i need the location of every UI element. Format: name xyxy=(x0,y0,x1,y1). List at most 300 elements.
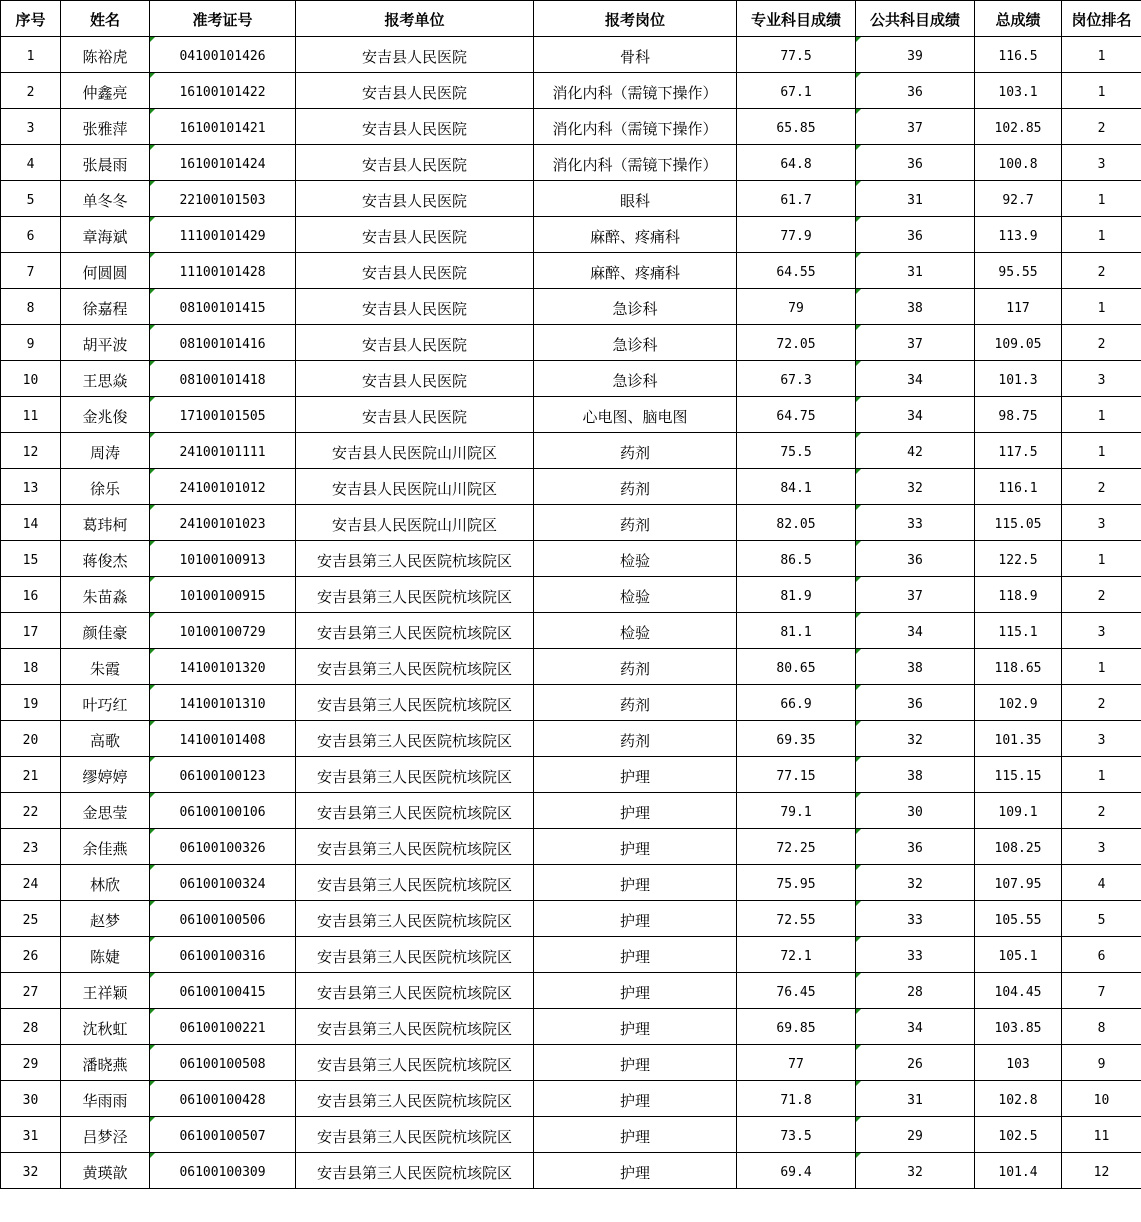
cell-exam-id: 04100101426 xyxy=(150,37,296,73)
cell-position: 消化内科（需镜下操作） xyxy=(534,145,737,181)
cell-exam-id: 16100101424 xyxy=(150,145,296,181)
cell-unit: 安吉县人民医院 xyxy=(296,181,534,217)
cell-exam-id: 06100100106 xyxy=(150,793,296,829)
cell-name: 周涛 xyxy=(61,433,150,469)
cell-seq: 13 xyxy=(1,469,61,505)
cell-professional-score: 64.8 xyxy=(737,145,856,181)
cell-position: 护理 xyxy=(534,757,737,793)
cell-rank: 10 xyxy=(1062,1081,1141,1117)
cell-name: 张雅萍 xyxy=(61,109,150,145)
cell-name: 林欣 xyxy=(61,865,150,901)
cell-public-score: 31 xyxy=(856,1081,975,1117)
cell-unit: 安吉县第三人民医院杭垓院区 xyxy=(296,1081,534,1117)
cell-public-score: 28 xyxy=(856,973,975,1009)
cell-total-score: 103.1 xyxy=(975,73,1062,109)
cell-name: 徐乐 xyxy=(61,469,150,505)
cell-exam-id: 06100100507 xyxy=(150,1117,296,1153)
table-row xyxy=(1,109,1141,145)
cell-professional-score: 79.1 xyxy=(737,793,856,829)
table-row xyxy=(1,577,1141,613)
cell-total-score: 101.3 xyxy=(975,361,1062,397)
cell-position: 麻醉、疼痛科 xyxy=(534,253,737,289)
cell-professional-score: 61.7 xyxy=(737,181,856,217)
cell-name: 章海斌 xyxy=(61,217,150,253)
table-row xyxy=(1,37,1141,73)
cell-unit: 安吉县第三人民医院杭垓院区 xyxy=(296,757,534,793)
cell-exam-id: 24100101111 xyxy=(150,433,296,469)
cell-professional-score: 69.4 xyxy=(737,1153,856,1189)
col-header-name: 姓名 xyxy=(61,1,150,37)
cell-rank: 1 xyxy=(1062,757,1141,793)
cell-unit: 安吉县人民医院山川院区 xyxy=(296,469,534,505)
cell-professional-score: 67.1 xyxy=(737,73,856,109)
cell-seq: 21 xyxy=(1,757,61,793)
cell-exam-id: 10100100913 xyxy=(150,541,296,577)
table-row xyxy=(1,433,1141,469)
cell-unit: 安吉县第三人民医院杭垓院区 xyxy=(296,973,534,1009)
table-row xyxy=(1,829,1141,865)
table-row xyxy=(1,1009,1141,1045)
cell-rank: 3 xyxy=(1062,721,1141,757)
cell-total-score: 108.25 xyxy=(975,829,1062,865)
cell-name: 潘晓燕 xyxy=(61,1045,150,1081)
table-row xyxy=(1,757,1141,793)
cell-total-score: 95.55 xyxy=(975,253,1062,289)
cell-professional-score: 66.9 xyxy=(737,685,856,721)
cell-unit: 安吉县人民医院 xyxy=(296,289,534,325)
cell-rank: 2 xyxy=(1062,685,1141,721)
table-row xyxy=(1,1117,1141,1153)
cell-position: 药剂 xyxy=(534,505,737,541)
table-row xyxy=(1,217,1141,253)
cell-seq: 18 xyxy=(1,649,61,685)
cell-name: 金兆俊 xyxy=(61,397,150,433)
cell-unit: 安吉县第三人民医院杭垓院区 xyxy=(296,865,534,901)
cell-name: 徐嘉程 xyxy=(61,289,150,325)
cell-professional-score: 76.45 xyxy=(737,973,856,1009)
cell-total-score: 104.45 xyxy=(975,973,1062,1009)
cell-rank: 1 xyxy=(1062,541,1141,577)
cell-rank: 9 xyxy=(1062,1045,1141,1081)
col-header-exam-id: 准考证号 xyxy=(150,1,296,37)
table-row xyxy=(1,613,1141,649)
cell-unit: 安吉县人民医院 xyxy=(296,73,534,109)
cell-public-score: 38 xyxy=(856,757,975,793)
cell-name: 叶巧红 xyxy=(61,685,150,721)
cell-public-score: 38 xyxy=(856,649,975,685)
cell-name: 胡平波 xyxy=(61,325,150,361)
cell-seq: 2 xyxy=(1,73,61,109)
table-row xyxy=(1,901,1141,937)
table-row xyxy=(1,937,1141,973)
cell-total-score: 116.5 xyxy=(975,37,1062,73)
cell-total-score: 105.1 xyxy=(975,937,1062,973)
cell-unit: 安吉县人民医院 xyxy=(296,361,534,397)
cell-public-score: 32 xyxy=(856,721,975,757)
cell-rank: 1 xyxy=(1062,181,1141,217)
cell-rank: 5 xyxy=(1062,901,1141,937)
cell-name: 陈婕 xyxy=(61,937,150,973)
cell-exam-id: 08100101416 xyxy=(150,325,296,361)
cell-professional-score: 67.3 xyxy=(737,361,856,397)
cell-total-score: 115.15 xyxy=(975,757,1062,793)
cell-public-score: 31 xyxy=(856,181,975,217)
cell-seq: 5 xyxy=(1,181,61,217)
cell-exam-id: 16100101422 xyxy=(150,73,296,109)
cell-seq: 11 xyxy=(1,397,61,433)
cell-public-score: 36 xyxy=(856,829,975,865)
cell-total-score: 116.1 xyxy=(975,469,1062,505)
cell-position: 护理 xyxy=(534,973,737,1009)
cell-total-score: 102.5 xyxy=(975,1117,1062,1153)
cell-public-score: 34 xyxy=(856,361,975,397)
cell-unit: 安吉县第三人民医院杭垓院区 xyxy=(296,1153,534,1189)
cell-professional-score: 77 xyxy=(737,1045,856,1081)
cell-rank: 6 xyxy=(1062,937,1141,973)
cell-unit: 安吉县人民医院 xyxy=(296,145,534,181)
cell-rank: 2 xyxy=(1062,325,1141,361)
cell-unit: 安吉县第三人民医院杭垓院区 xyxy=(296,541,534,577)
cell-total-score: 101.4 xyxy=(975,1153,1062,1189)
cell-total-score: 118.65 xyxy=(975,649,1062,685)
cell-unit: 安吉县人民医院 xyxy=(296,37,534,73)
cell-seq: 10 xyxy=(1,361,61,397)
cell-professional-score: 86.5 xyxy=(737,541,856,577)
cell-name: 华雨雨 xyxy=(61,1081,150,1117)
cell-public-score: 36 xyxy=(856,685,975,721)
cell-unit: 安吉县人民医院山川院区 xyxy=(296,505,534,541)
cell-professional-score: 75.5 xyxy=(737,433,856,469)
cell-total-score: 109.1 xyxy=(975,793,1062,829)
table-row xyxy=(1,289,1141,325)
cell-public-score: 34 xyxy=(856,1009,975,1045)
cell-name: 金思莹 xyxy=(61,793,150,829)
col-header-rank: 岗位排名 xyxy=(1062,1,1141,37)
cell-seq: 27 xyxy=(1,973,61,1009)
cell-position: 麻醉、疼痛科 xyxy=(534,217,737,253)
cell-professional-score: 64.75 xyxy=(737,397,856,433)
cell-exam-id: 08100101418 xyxy=(150,361,296,397)
cell-exam-id: 06100100326 xyxy=(150,829,296,865)
cell-total-score: 107.95 xyxy=(975,865,1062,901)
cell-seq: 22 xyxy=(1,793,61,829)
cell-position: 骨科 xyxy=(534,37,737,73)
cell-public-score: 32 xyxy=(856,865,975,901)
cell-total-score: 102.85 xyxy=(975,109,1062,145)
cell-seq: 32 xyxy=(1,1153,61,1189)
cell-position: 检验 xyxy=(534,577,737,613)
col-header-unit: 报考单位 xyxy=(296,1,534,37)
cell-unit: 安吉县第三人民医院杭垓院区 xyxy=(296,685,534,721)
cell-rank: 1 xyxy=(1062,289,1141,325)
cell-name: 仲鑫亮 xyxy=(61,73,150,109)
cell-professional-score: 72.1 xyxy=(737,937,856,973)
cell-name: 沈秋虹 xyxy=(61,1009,150,1045)
cell-public-score: 32 xyxy=(856,1153,975,1189)
cell-professional-score: 80.65 xyxy=(737,649,856,685)
cell-exam-id: 06100100221 xyxy=(150,1009,296,1045)
cell-professional-score: 72.25 xyxy=(737,829,856,865)
cell-seq: 30 xyxy=(1,1081,61,1117)
cell-public-score: 30 xyxy=(856,793,975,829)
cell-unit: 安吉县第三人民医院杭垓院区 xyxy=(296,1045,534,1081)
cell-professional-score: 77.9 xyxy=(737,217,856,253)
cell-seq: 12 xyxy=(1,433,61,469)
cell-exam-id: 06100100415 xyxy=(150,973,296,1009)
table-row xyxy=(1,145,1141,181)
cell-position: 护理 xyxy=(534,1153,737,1189)
cell-public-score: 34 xyxy=(856,613,975,649)
cell-unit: 安吉县第三人民医院杭垓院区 xyxy=(296,829,534,865)
cell-position: 护理 xyxy=(534,901,737,937)
cell-professional-score: 82.05 xyxy=(737,505,856,541)
cell-public-score: 37 xyxy=(856,109,975,145)
cell-public-score: 36 xyxy=(856,541,975,577)
cell-name: 何圆圆 xyxy=(61,253,150,289)
cell-seq: 25 xyxy=(1,901,61,937)
cell-name: 陈裕虎 xyxy=(61,37,150,73)
cell-name: 朱苗淼 xyxy=(61,577,150,613)
cell-exam-id: 11100101428 xyxy=(150,253,296,289)
cell-exam-id: 24100101012 xyxy=(150,469,296,505)
cell-name: 葛玮柯 xyxy=(61,505,150,541)
cell-exam-id: 14100101320 xyxy=(150,649,296,685)
cell-unit: 安吉县第三人民医院杭垓院区 xyxy=(296,577,534,613)
col-header-public-score: 公共科目成绩 xyxy=(856,1,975,37)
cell-unit: 安吉县人民医院 xyxy=(296,109,534,145)
cell-exam-id: 11100101429 xyxy=(150,217,296,253)
cell-position: 护理 xyxy=(534,1009,737,1045)
cell-professional-score: 65.85 xyxy=(737,109,856,145)
cell-seq: 17 xyxy=(1,613,61,649)
cell-public-score: 36 xyxy=(856,145,975,181)
cell-public-score: 37 xyxy=(856,325,975,361)
table-row xyxy=(1,73,1141,109)
table-row xyxy=(1,325,1141,361)
table-row xyxy=(1,181,1141,217)
cell-rank: 3 xyxy=(1062,829,1141,865)
col-header-seq: 序号 xyxy=(1,1,61,37)
cell-professional-score: 81.1 xyxy=(737,613,856,649)
cell-unit: 安吉县第三人民医院杭垓院区 xyxy=(296,937,534,973)
cell-name: 王思焱 xyxy=(61,361,150,397)
cell-rank: 7 xyxy=(1062,973,1141,1009)
cell-seq: 31 xyxy=(1,1117,61,1153)
cell-seq: 6 xyxy=(1,217,61,253)
cell-position: 检验 xyxy=(534,613,737,649)
cell-seq: 19 xyxy=(1,685,61,721)
table-row xyxy=(1,1153,1141,1189)
cell-seq: 14 xyxy=(1,505,61,541)
cell-rank: 3 xyxy=(1062,145,1141,181)
cell-position: 药剂 xyxy=(534,433,737,469)
cell-rank: 2 xyxy=(1062,577,1141,613)
cell-public-score: 39 xyxy=(856,37,975,73)
cell-professional-score: 69.85 xyxy=(737,1009,856,1045)
table-row xyxy=(1,1045,1141,1081)
cell-exam-id: 17100101505 xyxy=(150,397,296,433)
cell-rank: 11 xyxy=(1062,1117,1141,1153)
cell-rank: 1 xyxy=(1062,649,1141,685)
cell-professional-score: 73.5 xyxy=(737,1117,856,1153)
cell-seq: 7 xyxy=(1,253,61,289)
table-row xyxy=(1,721,1141,757)
cell-exam-id: 06100100428 xyxy=(150,1081,296,1117)
cell-total-score: 105.55 xyxy=(975,901,1062,937)
cell-total-score: 118.9 xyxy=(975,577,1062,613)
cell-position: 护理 xyxy=(534,1117,737,1153)
cell-seq: 20 xyxy=(1,721,61,757)
cell-unit: 安吉县人民医院山川院区 xyxy=(296,433,534,469)
cell-exam-id: 10100100729 xyxy=(150,613,296,649)
cell-seq: 15 xyxy=(1,541,61,577)
cell-unit: 安吉县第三人民医院杭垓院区 xyxy=(296,1117,534,1153)
cell-total-score: 113.9 xyxy=(975,217,1062,253)
table-row xyxy=(1,541,1141,577)
cell-position: 护理 xyxy=(534,937,737,973)
cell-unit: 安吉县第三人民医院杭垓院区 xyxy=(296,613,534,649)
cell-total-score: 103.85 xyxy=(975,1009,1062,1045)
cell-name: 张晨雨 xyxy=(61,145,150,181)
cell-rank: 2 xyxy=(1062,253,1141,289)
table-row xyxy=(1,253,1141,289)
cell-public-score: 33 xyxy=(856,937,975,973)
cell-professional-score: 71.8 xyxy=(737,1081,856,1117)
cell-total-score: 115.1 xyxy=(975,613,1062,649)
cell-professional-score: 77.5 xyxy=(737,37,856,73)
cell-seq: 16 xyxy=(1,577,61,613)
cell-public-score: 31 xyxy=(856,253,975,289)
cell-exam-id: 22100101503 xyxy=(150,181,296,217)
cell-name: 赵梦 xyxy=(61,901,150,937)
header-row xyxy=(1,1,1141,37)
cell-rank: 3 xyxy=(1062,613,1141,649)
cell-position: 心电图、脑电图 xyxy=(534,397,737,433)
cell-rank: 4 xyxy=(1062,865,1141,901)
cell-position: 护理 xyxy=(534,1045,737,1081)
cell-seq: 9 xyxy=(1,325,61,361)
cell-position: 护理 xyxy=(534,793,737,829)
cell-total-score: 109.05 xyxy=(975,325,1062,361)
cell-total-score: 100.8 xyxy=(975,145,1062,181)
cell-total-score: 122.5 xyxy=(975,541,1062,577)
cell-public-score: 37 xyxy=(856,577,975,613)
col-header-total-score: 总成绩 xyxy=(975,1,1062,37)
cell-professional-score: 81.9 xyxy=(737,577,856,613)
cell-rank: 2 xyxy=(1062,469,1141,505)
table-row xyxy=(1,505,1141,541)
cell-name: 单冬冬 xyxy=(61,181,150,217)
cell-rank: 1 xyxy=(1062,433,1141,469)
cell-public-score: 33 xyxy=(856,901,975,937)
cell-rank: 8 xyxy=(1062,1009,1141,1045)
table-row xyxy=(1,1081,1141,1117)
cell-exam-id: 06100100123 xyxy=(150,757,296,793)
cell-position: 急诊科 xyxy=(534,289,737,325)
cell-rank: 1 xyxy=(1062,217,1141,253)
cell-seq: 4 xyxy=(1,145,61,181)
table-row xyxy=(1,865,1141,901)
cell-public-score: 29 xyxy=(856,1117,975,1153)
cell-name: 蒋俊杰 xyxy=(61,541,150,577)
cell-total-score: 102.8 xyxy=(975,1081,1062,1117)
cell-rank: 2 xyxy=(1062,109,1141,145)
cell-seq: 29 xyxy=(1,1045,61,1081)
table-row xyxy=(1,649,1141,685)
cell-rank: 3 xyxy=(1062,505,1141,541)
cell-unit: 安吉县第三人民医院杭垓院区 xyxy=(296,649,534,685)
cell-professional-score: 77.15 xyxy=(737,757,856,793)
cell-seq: 3 xyxy=(1,109,61,145)
cell-exam-id: 06100100508 xyxy=(150,1045,296,1081)
cell-seq: 24 xyxy=(1,865,61,901)
cell-position: 眼科 xyxy=(534,181,737,217)
cell-seq: 8 xyxy=(1,289,61,325)
cell-exam-id: 06100100506 xyxy=(150,901,296,937)
cell-unit: 安吉县人民医院 xyxy=(296,325,534,361)
cell-public-score: 34 xyxy=(856,397,975,433)
table-row xyxy=(1,469,1141,505)
cell-position: 急诊科 xyxy=(534,325,737,361)
cell-name: 黄瑛歆 xyxy=(61,1153,150,1189)
cell-professional-score: 72.05 xyxy=(737,325,856,361)
cell-position: 护理 xyxy=(534,1081,737,1117)
cell-public-score: 36 xyxy=(856,217,975,253)
cell-professional-score: 69.35 xyxy=(737,721,856,757)
cell-public-score: 38 xyxy=(856,289,975,325)
cell-public-score: 42 xyxy=(856,433,975,469)
cell-position: 消化内科（需镜下操作） xyxy=(534,109,737,145)
cell-position: 药剂 xyxy=(534,721,737,757)
cell-name: 王祥颖 xyxy=(61,973,150,1009)
cell-position: 药剂 xyxy=(534,685,737,721)
cell-rank: 1 xyxy=(1062,397,1141,433)
cell-public-score: 26 xyxy=(856,1045,975,1081)
cell-seq: 26 xyxy=(1,937,61,973)
col-header-professional-score: 专业科目成绩 xyxy=(737,1,856,37)
cell-position: 护理 xyxy=(534,865,737,901)
cell-name: 高歌 xyxy=(61,721,150,757)
cell-rank: 3 xyxy=(1062,361,1141,397)
cell-total-score: 101.35 xyxy=(975,721,1062,757)
cell-total-score: 98.75 xyxy=(975,397,1062,433)
cell-position: 药剂 xyxy=(534,469,737,505)
cell-total-score: 115.05 xyxy=(975,505,1062,541)
cell-exam-id: 06100100316 xyxy=(150,937,296,973)
cell-professional-score: 64.55 xyxy=(737,253,856,289)
cell-rank: 1 xyxy=(1062,73,1141,109)
cell-exam-id: 06100100324 xyxy=(150,865,296,901)
col-header-position: 报考岗位 xyxy=(534,1,737,37)
table-row xyxy=(1,685,1141,721)
cell-unit: 安吉县人民医院 xyxy=(296,253,534,289)
table-body xyxy=(1,37,1141,1189)
cell-public-score: 36 xyxy=(856,73,975,109)
cell-position: 急诊科 xyxy=(534,361,737,397)
cell-total-score: 117.5 xyxy=(975,433,1062,469)
table-row xyxy=(1,973,1141,1009)
cell-seq: 1 xyxy=(1,37,61,73)
table-row xyxy=(1,361,1141,397)
cell-professional-score: 79 xyxy=(737,289,856,325)
cell-public-score: 32 xyxy=(856,469,975,505)
cell-exam-id: 14100101310 xyxy=(150,685,296,721)
cell-name: 朱霞 xyxy=(61,649,150,685)
cell-unit: 安吉县第三人民医院杭垓院区 xyxy=(296,901,534,937)
cell-public-score: 33 xyxy=(856,505,975,541)
cell-unit: 安吉县第三人民医院杭垓院区 xyxy=(296,1009,534,1045)
cell-unit: 安吉县人民医院 xyxy=(296,397,534,433)
